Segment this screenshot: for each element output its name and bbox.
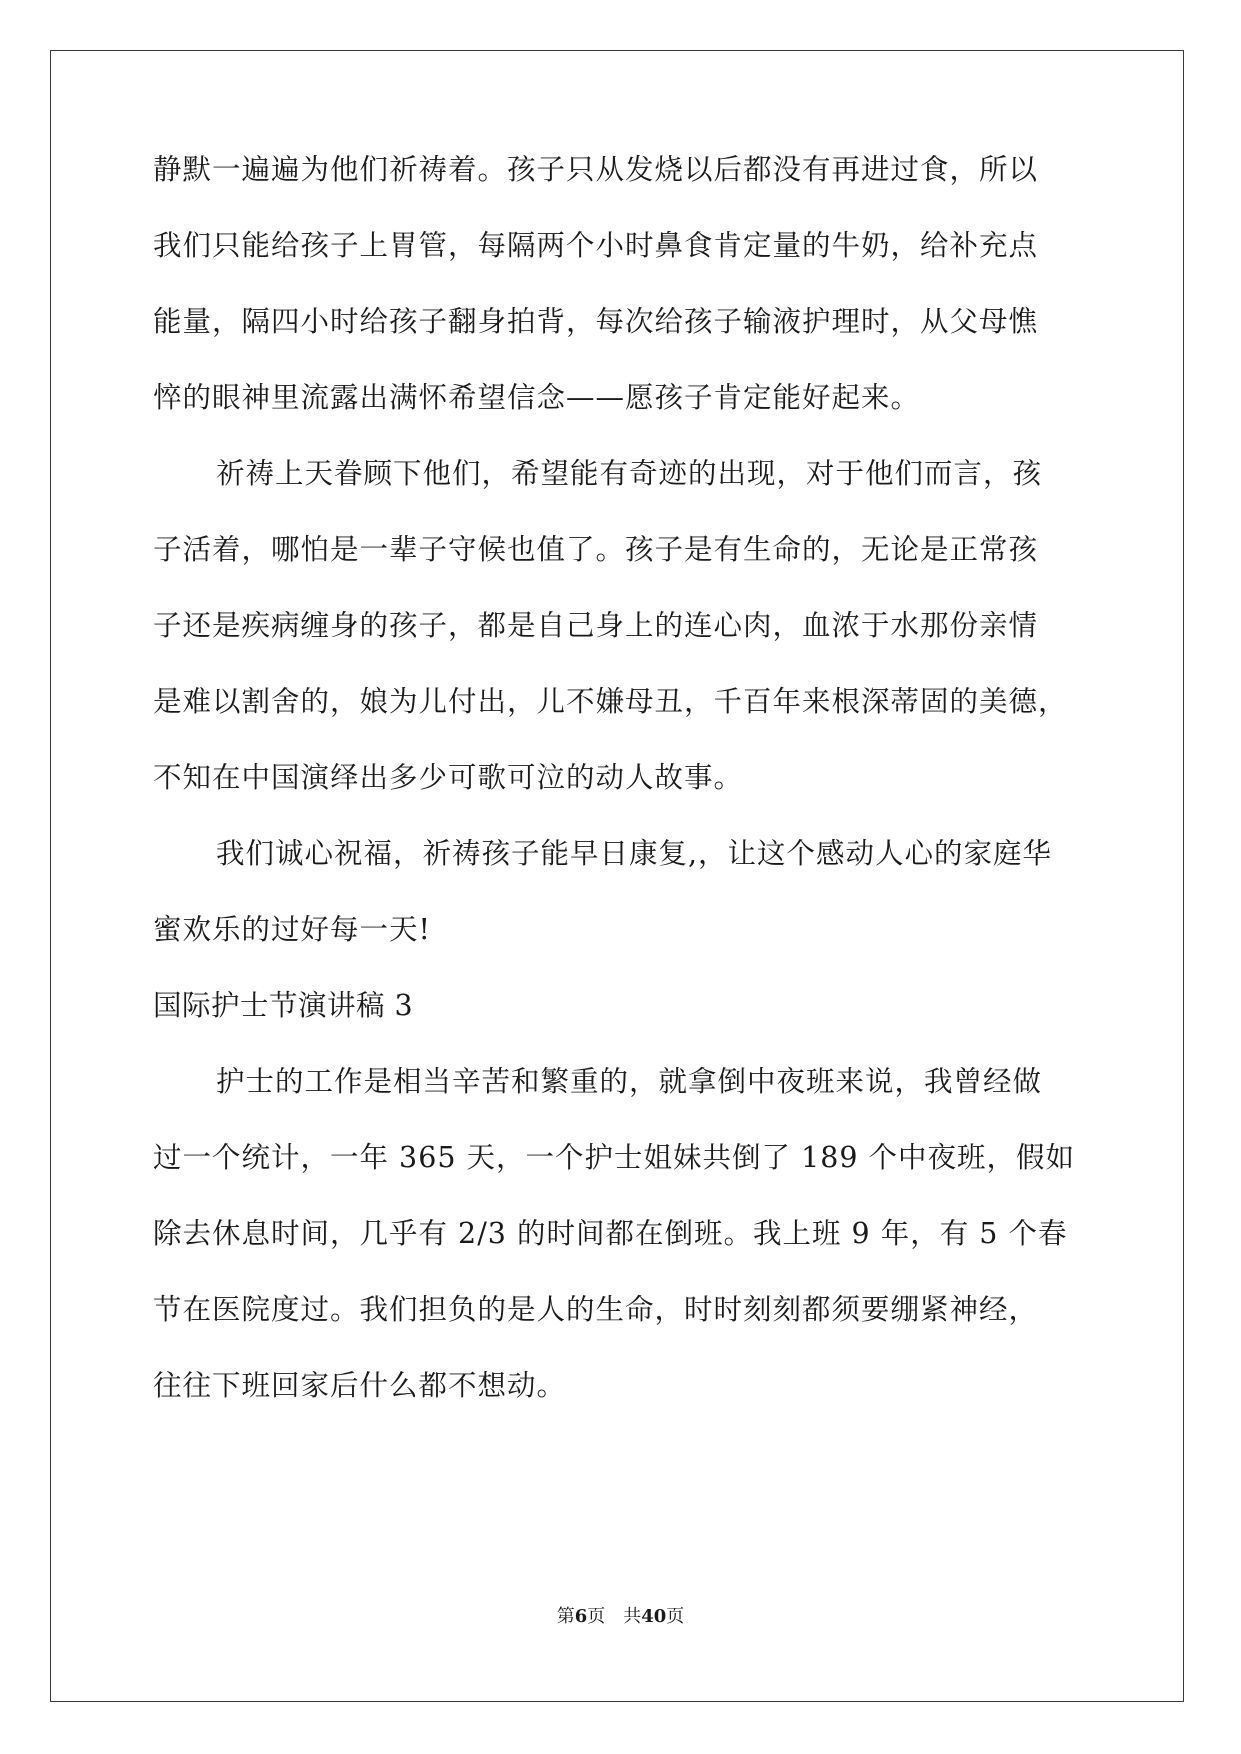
page-border xyxy=(50,50,1184,1702)
text-line: 过一个统计，一年 365 天，一个护士姐妹共倒了 189 个中夜班，假如 xyxy=(153,1141,1076,1174)
text-line: 往往下班回家后什么都不想动。 xyxy=(153,1369,567,1402)
footer-prefix: 第 xyxy=(556,1606,575,1627)
page-footer xyxy=(0,1604,1241,1630)
footer-suffix: 页 xyxy=(666,1606,685,1627)
text-line: 节在医院度过。我们担负的是人的生命，时时刻刻都须要绷紧神经， xyxy=(153,1293,1039,1326)
footer-total-pages: 40 xyxy=(641,1606,667,1627)
text-line: 除去休息时间，几乎有 2/3 的时间都在倒班。我上班 9 年，有 5 个春 xyxy=(153,1217,1068,1250)
text-line: 是难以割舍的，娘为儿付出，儿不嫌母丑，千百年来根深蒂固的美德， xyxy=(153,685,1068,718)
text-line: 子活着，哪怕是一辈子守候也值了。孩子是有生命的，无论是正常孩 xyxy=(153,533,1039,566)
text-line: 子还是疾病缠身的孩子，都是自己身上的连心肉，血浓于水那份亲情 xyxy=(153,609,1039,642)
footer-page-number: 6 xyxy=(574,1606,588,1627)
text-line: 蜜欢乐的过好每一天! xyxy=(153,913,431,946)
text-line: 我们诚心祝福，祈祷孩子能早日康复,，让这个感动人心的家庭华 xyxy=(216,837,1053,870)
text-line: 护士的工作是相当辛苦和繁重的，就拿倒中夜班来说，我曾经做 xyxy=(216,1065,1043,1098)
text-line: 不知在中国演绎出多少可歌可泣的动人故事。 xyxy=(153,761,744,794)
text-line: 我们只能给孩子上胃管，每隔两个小时鼻食肯定量的牛奶，给补充点 xyxy=(153,229,1039,262)
text-line: 静默一遍遍为他们祈祷着。孩子只从发烧以后都没有再进过食，所以 xyxy=(153,153,1039,186)
text-line: 悴的眼神里流露出满怀希望信念——愿孩子肯定能好起来。 xyxy=(153,381,921,414)
text-line: 祈祷上天眷顾下他们，希望能有奇迹的出现，对于他们而言，孩 xyxy=(216,457,1043,490)
text-line: 能量，隔四小时给孩子翻身拍背，每次给孩子输液护理时，从父母憔 xyxy=(153,305,1039,338)
section-heading: 国际护士节演讲稿 3 xyxy=(153,989,414,1022)
footer-middle: 页 共 xyxy=(587,1606,642,1627)
